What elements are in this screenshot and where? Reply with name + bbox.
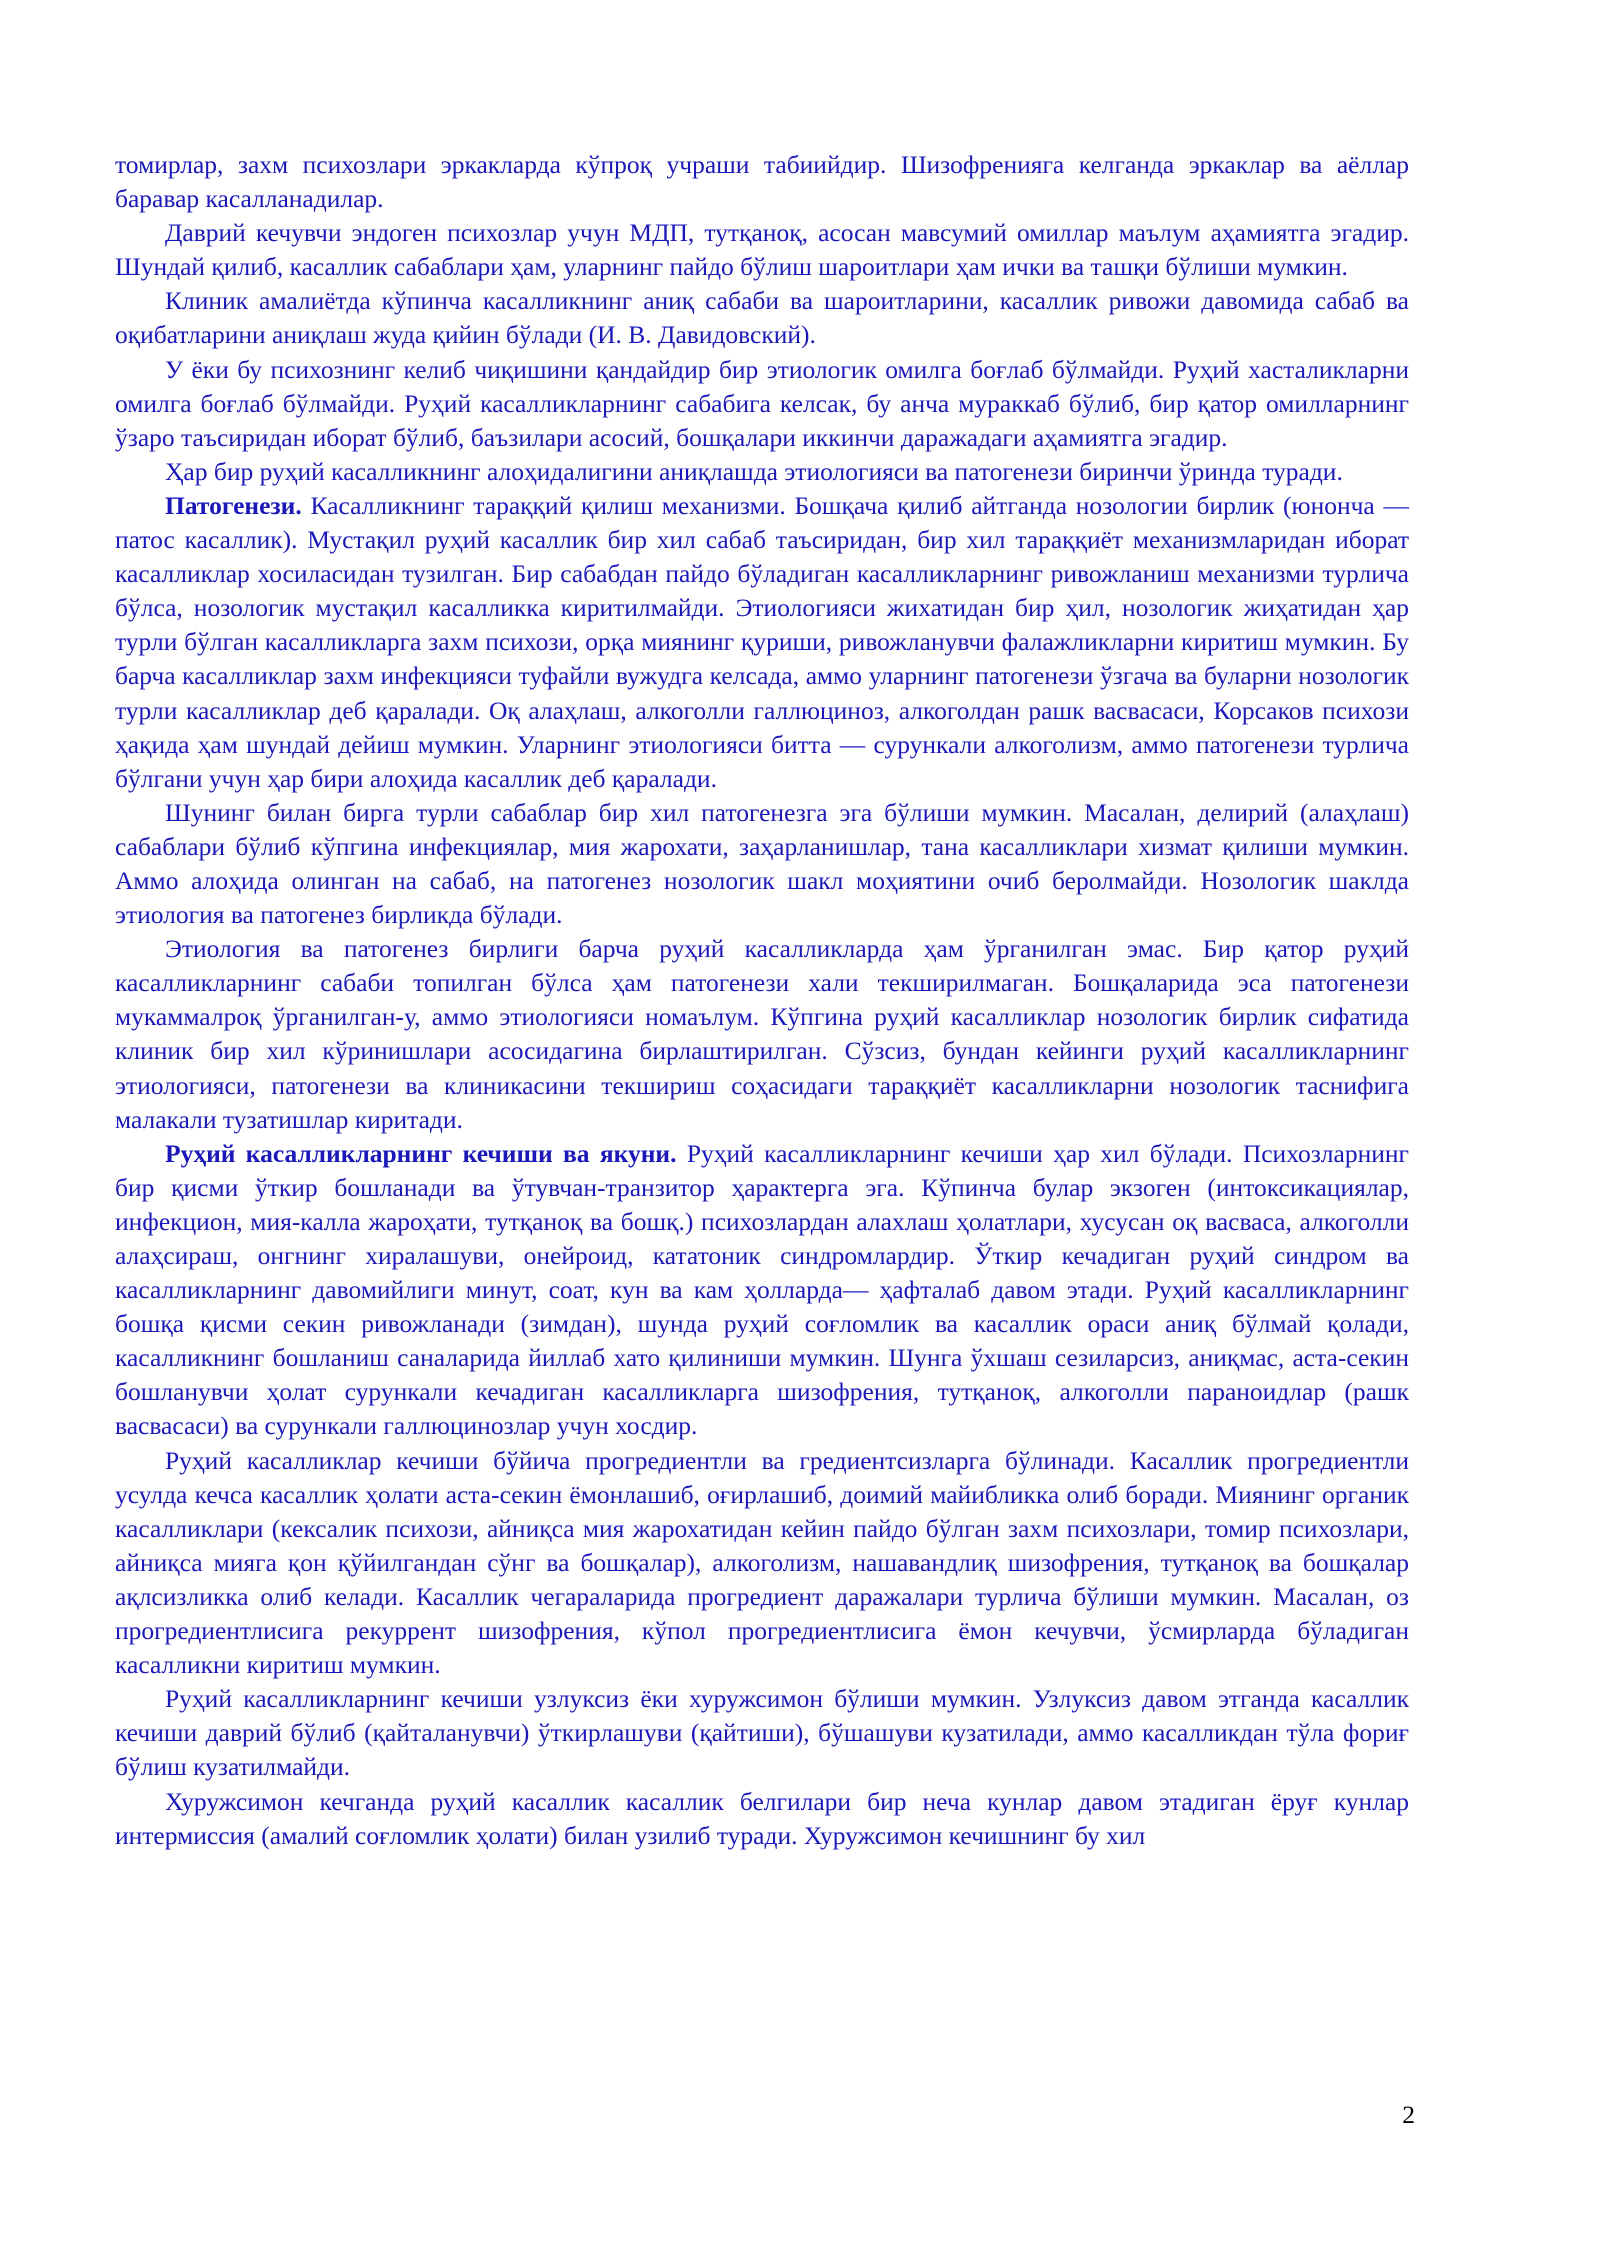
paragraph-text: У ёки бу психознинг келиб чиқишини қандайдир бир этиологик омилга боғлаб бўлмайди. Руҳий хасталикларни омилга боғлаб бўлмайди. Руҳий касалликларнинг сабабига келсак, бу анча мураккаб бўлиб, бир қатор омилларнинг ўзаро таъсиридан иборат бўлиб, баъзилари асосий, бошқалари иккинчи даражадаги аҳамиятга эгадир. — [115, 354, 1409, 452]
paragraph-text: Даврий кечувчи эндоген психозлар учун МДП, тутқаноқ, асосан мавсумий омиллар маълум аҳамиятга эгадир. Шундай қилиб, касаллик сабаблари ҳам, уларнинг пайдо бўлиш шароитлари ҳам ички ва ташқи бўлиши мумкин. — [115, 218, 1409, 282]
paragraph-text: Этиология ва патогенез бирлиги барча руҳий касалликларда ҳам ўрганилган эмас. Бир қатор руҳий касалликларнинг сабаби топилган бўлса ҳам патогенези хали текширилмаган. Бошқаларида эса патогенези мукаммалроқ ўрганилган-у, аммо этиологияси номаълум. Кўпгина руҳий касалликлар нозологик бирлик сифатида клиник бир хил кўринишлари асосидагина бирлаштирилган. Сўзсиз, бундан кейинги руҳий касалликларнинг этиологияси, патогенези ва клиникасини текшириш соҳасидаги тараққиёт касалликларни нозологик таснифига малакали тузатишлар киритади. — [115, 934, 1409, 1134]
inline-heading: Патогенези. — [165, 490, 302, 520]
paragraph — [115, 148, 1409, 216]
paragraph — [115, 1444, 1409, 1683]
paragraph-text: томирлар, захм психозлари эркакларда кўпроқ учраши табиийдир. Шизофренияга келганда эркаклар ва аёллар баравар касалланадилар. — [115, 150, 1409, 214]
paragraph — [115, 1682, 1409, 1784]
inline-heading: Руҳий касалликларнинг кечиши ва якуни. — [165, 1138, 677, 1168]
paragraph-text: Шунинг билан бирга турли сабаблар бир хил патогенезга эга бўлиши мумкин. Масалан, делирий (алаҳлаш) сабаблари бўлиб кўпгина инфекциялар, мия жарохати, заҳарланишлар, тана касалликлари хизмат қилиши мумкин. Аммо алоҳида олинган на сабаб, на патогенез нозологик шакл моҳиятини очиб беролмайди. Нозологик шаклда этиология ва патогенез бирликда бўлади. — [115, 797, 1409, 930]
paragraph — [115, 353, 1409, 455]
paragraph-text: Ҳар бир руҳий касалликнинг алоҳидалигини аниқлашда этиологияси ва патогенези биринчи ўринда туради. — [165, 456, 1343, 486]
paragraph-text: Руҳий касалликларнинг кечиши узлуксиз ёки хуружсимон бўлиши мумкин. Узлуксиз давом этганда касаллик кечиши даврий бўлиб (қайталанувчи) ўткирлашуви (қайтиши), бўшашуви кузатилади, аммо касалликдан тўла фориғ бўлиш кузатилмайди. — [115, 1684, 1409, 1782]
paragraph-text: Клиник амалиётда кўпинча касалликнинг аниқ сабаби ва шароитларини, касаллик ривожи давомида сабаб ва оқибатларини аниқлаш жуда қийин бўлади (И. В. Давидовский). — [115, 286, 1409, 350]
paragraph — [115, 1137, 1409, 1444]
paragraph — [115, 489, 1409, 796]
paragraph-text: Руҳий касалликларнинг кечиши ҳар хил бўлади. Психозларнинг бир қисми ўткир бошланади ва ўтувчан-транзитор ҳарактерга эга. Кўпинча булар экзоген (интоксикациялар, инфекцион, мия-калла жароҳати, тутқаноқ ва бошқ.) психозлардан алахлаш ҳолатлари, хусусан оқ васваса, алкоголли алаҳсираш, онгнинг хиралашуви, онейроид, кататоник синдромлардир. Ўткир кечадиган руҳий синдром ва касалликларнинг давомийлиги минут, соат, кун ва кам ҳолларда— ҳафталаб давом этади. Руҳий касалликларнинг бошқа қисми секин ривожланади (зимдан), шунда руҳий соғломлик ва касаллик ораси аниқ бўлмай қолади, касалликнинг бошланиш саналарида йиллаб хато қилиниши мумкин. Шунга ўхшаш сезиларсиз, аниқмас, аста-секин бошланувчи ҳолат сурункали кечадиган касалликларга шизофрения, тутқаноқ, алкоголли параноидлар (рашк васвасаси) ва сурункали галлюцинозлар учун хосдир. — [115, 1138, 1409, 1441]
paragraph — [115, 284, 1409, 352]
page-number: 2 — [1402, 2100, 1415, 2129]
paragraph-text: Хуружсимон кечганда руҳий касаллик касаллик белгилари бир неча кунлар давом этадиган ёруғ кунлар интермиссия (амалий соғломлик ҳолати) билан узилиб туради. Хуружсимон кечишнинг бу хил — [115, 1786, 1409, 1850]
paragraph-text: Руҳий касалликлар кечиши бўйича прогредиентли ва гредиентсизларга бўлинади. Касаллик прогредиентли усулда кечса касаллик ҳолати аста-секин ёмонлашиб, оғирлашиб, доимий майибликка олиб боради. Миянинг органик касалликлари (кексалик психози, айниқса мия жарохатидан кейин пайдо бўлган захм психозлари, томир психозлари, айниқса мияга қон қўйилгандан сўнг ва бошқалар), алкоголизм, нашавандлиқ шизофрения, тутқаноқ ва бошқалар ақлсизликка олиб келади. Касаллик чегараларида прогредиент даражалари турлича бўлиши мумкин. Масалан, оз прогредиентлисига рекуррент шизофрения, кўпол прогредиентлисига ёмон кечувчи, ўсмирларда бўладиган касалликни киритиш мумкин. — [115, 1445, 1409, 1680]
paragraph — [115, 932, 1409, 1137]
paragraph-text: Касалликнинг тараққий қилиш механизми. Бошқача қилиб айтганда нозологии бирлик (юнонча — патос касаллик). Мустақил руҳий касаллик бир хил сабаб таъсиридан, бир хил тараққиёт механизмларидан иборат касалликлар хосиласидан тузилган. Бир сабабдан пайдо бўладиган касалликларнинг ривожланиш механизми турлича бўлса, нозологик мустақил касалликка киритилмайди. Этиологияси жихатидан бир ҳил, нозологик жиҳатидан ҳар турли бўлган касалликларга захм психози, орқа миянинг қуриши, ривожланувчи фалажликларни киритиш мумкин. Бу барча касалликлар захм инфекцияси туфайли вужудга келсада, аммо уларнинг патогенези ўзгача ва буларни нозологик турли касалликлар деб қаралади. Оқ алаҳлаш, алкоголли галлюциноз, алкоголдан рашк васвасаси, Корсаков психози ҳақида ҳам шундай дейиш мумкин. Уларнинг этиологияси битта — сурункали алкоголизм, аммо патогенези турлича бўлгани учун ҳар бири алоҳида касаллик деб қаралади. — [115, 490, 1409, 793]
paragraph — [115, 1785, 1409, 1853]
paragraph — [115, 796, 1409, 932]
paragraph — [115, 455, 1409, 489]
document-page — [115, 148, 1409, 1853]
paragraph — [115, 216, 1409, 284]
